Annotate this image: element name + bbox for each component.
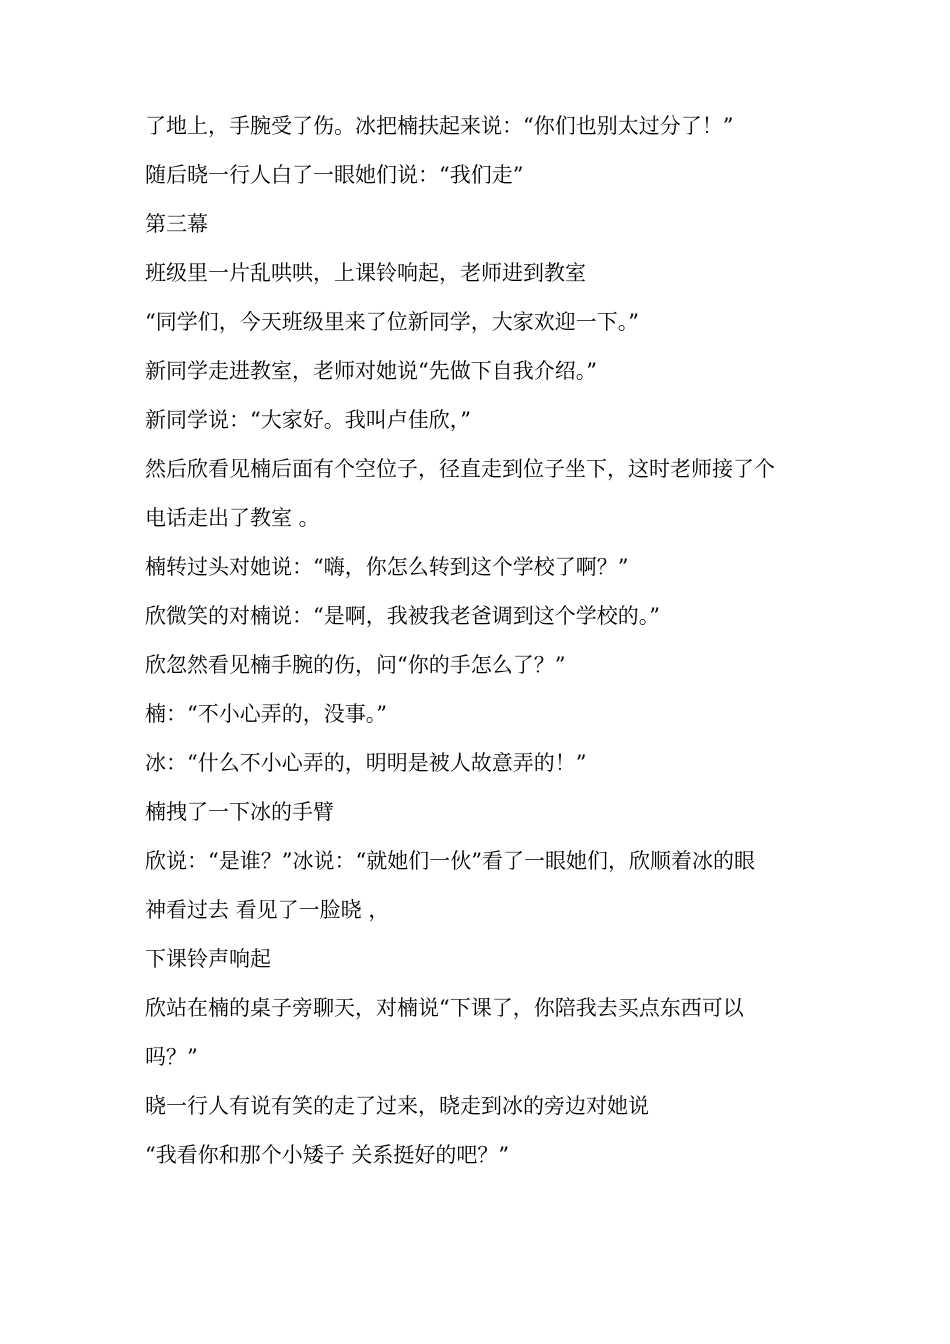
text-line: 新同学走进教室，老师对她说“先做下自我介绍。” [145, 359, 597, 383]
scene-heading: 第三幕 [145, 212, 208, 236]
text-line: 电话走出了教室 。 [145, 506, 320, 530]
text-line: 欣忽然看见楠手腕的伤，问“你的手怎么了？” [145, 653, 566, 677]
text-line: 然后欣看见楠后面有个空位子，径直走到位子坐下，这时老师接了个 [145, 457, 775, 481]
text-line: 冰：“什么不小心弄的，明明是被人故意弄的！” [145, 751, 587, 775]
text-line: “我看你和那个小矮子 关系挺好的吧？” [145, 1143, 510, 1167]
text-line: 新同学说：“大家好。我叫卢佳欣，” [145, 408, 471, 432]
document-body [145, 114, 825, 1192]
text-line: 楠：“不小心弄的，没事。” [145, 702, 387, 726]
text-line: 随后晓一行人白了一眼她们说：“我们走” [145, 163, 524, 187]
text-line: 吗？” [145, 1045, 198, 1069]
text-line: 欣微笑的对楠说：“是啊，我被我老爸调到这个学校的。” [145, 604, 660, 628]
text-line: 班级里一片乱哄哄，上课铃响起，老师进到教室 [145, 261, 586, 285]
text-line: 晓一行人有说有笑的走了过来，晓走到冰的旁边对她说 [145, 1094, 649, 1118]
text-line: 楠转过头对她说：“嗨，你怎么转到这个学校了啊？” [145, 555, 629, 579]
text-line: 了地上，手腕受了伤。冰把楠扶起来说：“你们也别太过分了！” [145, 114, 734, 138]
text-line: 欣站在楠的桌子旁聊天，对楠说“下课了，你陪我去买点东西可以 [145, 996, 744, 1020]
text-line: 欣说：“是谁？”冰说：“就她们一伙”看了一眼她们，欣顺着冰的眼 [145, 849, 755, 873]
text-line: 下课铃声响起 [145, 947, 271, 971]
text-line: “同学们，今天班级里来了位新同学，大家欢迎一下。” [145, 310, 639, 334]
text-line: 楠拽了一下冰的手臂 [145, 800, 334, 824]
text-line: 神看过去 看见了一脸晓 ， [145, 898, 390, 922]
